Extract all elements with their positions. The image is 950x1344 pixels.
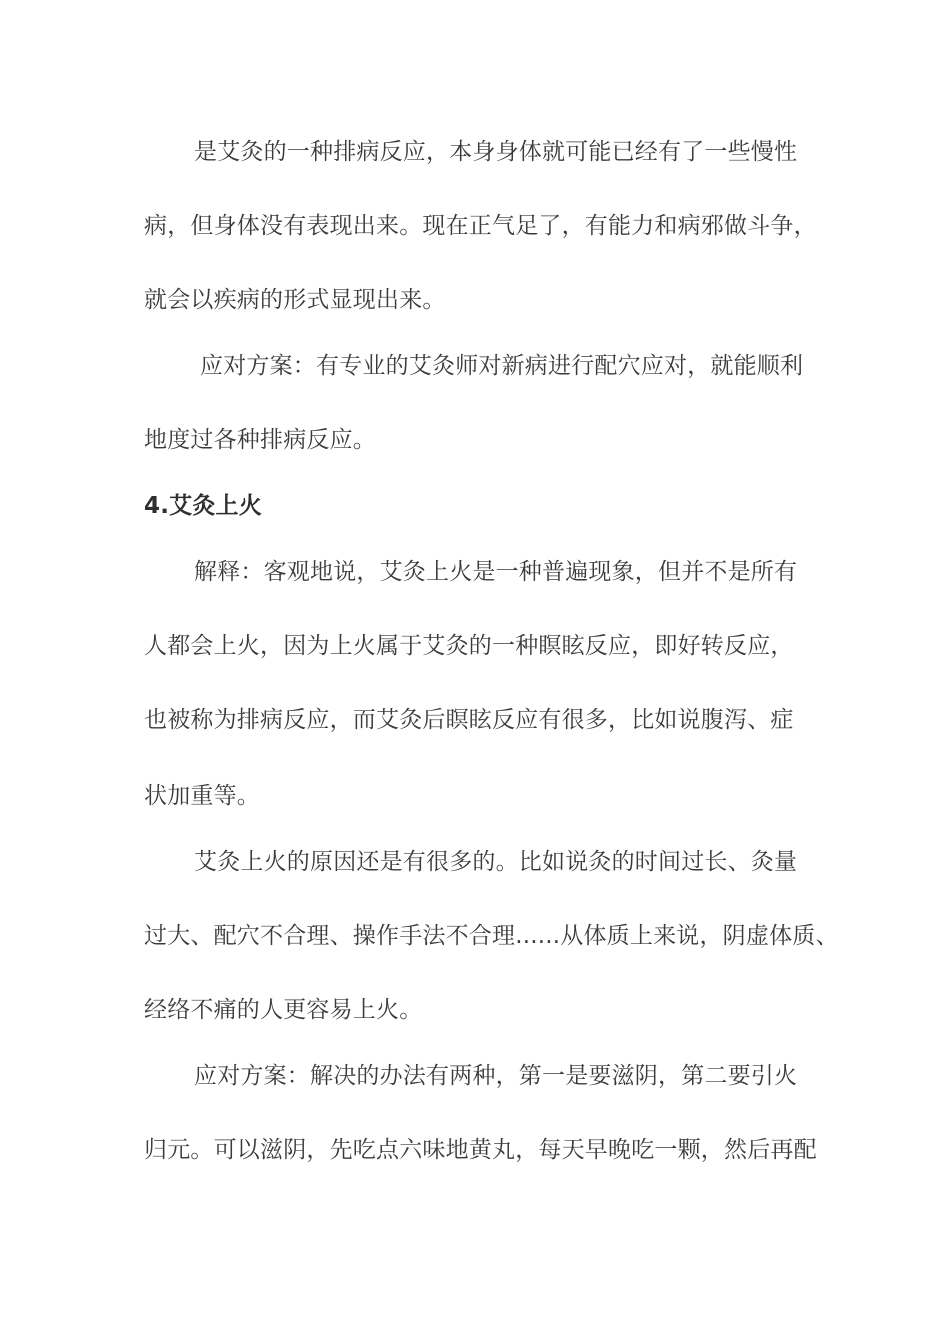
paragraph-line: 病，但身体没有表现出来。现在正气足了，有能力和病邪做斗争， [144, 213, 817, 239]
paragraph-line: 经络不痛的人更容易上火。 [144, 997, 423, 1023]
paragraph-line: 人都会上火，因为上火属于艾灸的一种瞑眩反应，即好转反应， [144, 633, 794, 659]
paragraph-line: 地度过各种排病反应。 [144, 427, 376, 453]
paragraph-line: 艾灸上火的原因还是有很多的。比如说灸的时间过长、灸量 [194, 849, 798, 875]
paragraph-line: 也被称为排病反应，而艾灸后瞑眩反应有很多，比如说腹泻、症 [144, 707, 794, 733]
paragraph-line: 状加重等。 [144, 783, 260, 809]
paragraph-line: 过大、配穴不合理、操作手法不合理......从体质上来说，阴虚体质、 [144, 923, 839, 949]
paragraph-line: 就会以疾病的形式显现出来。 [144, 287, 446, 313]
paragraph-line: 解释：客观地说，艾灸上火是一种普遍现象，但并不是所有 [194, 559, 798, 585]
paragraph-line: 应对方案：解决的办法有两种，第一是要滋阴，第二要引火 [194, 1063, 798, 1089]
paragraph-line: 应对方案：有专业的艾灸师对新病进行配穴应对，就能顺利 [200, 353, 804, 379]
section-heading: 4.艾灸上火 [144, 493, 262, 519]
paragraph-line: 归元。可以滋阴，先吃点六味地黄丸，每天早晚吃一颗，然后再配 [144, 1137, 817, 1163]
paragraph-line: 是艾灸的一种排病反应，本身身体就可能已经有了一些慢性 [194, 139, 798, 165]
